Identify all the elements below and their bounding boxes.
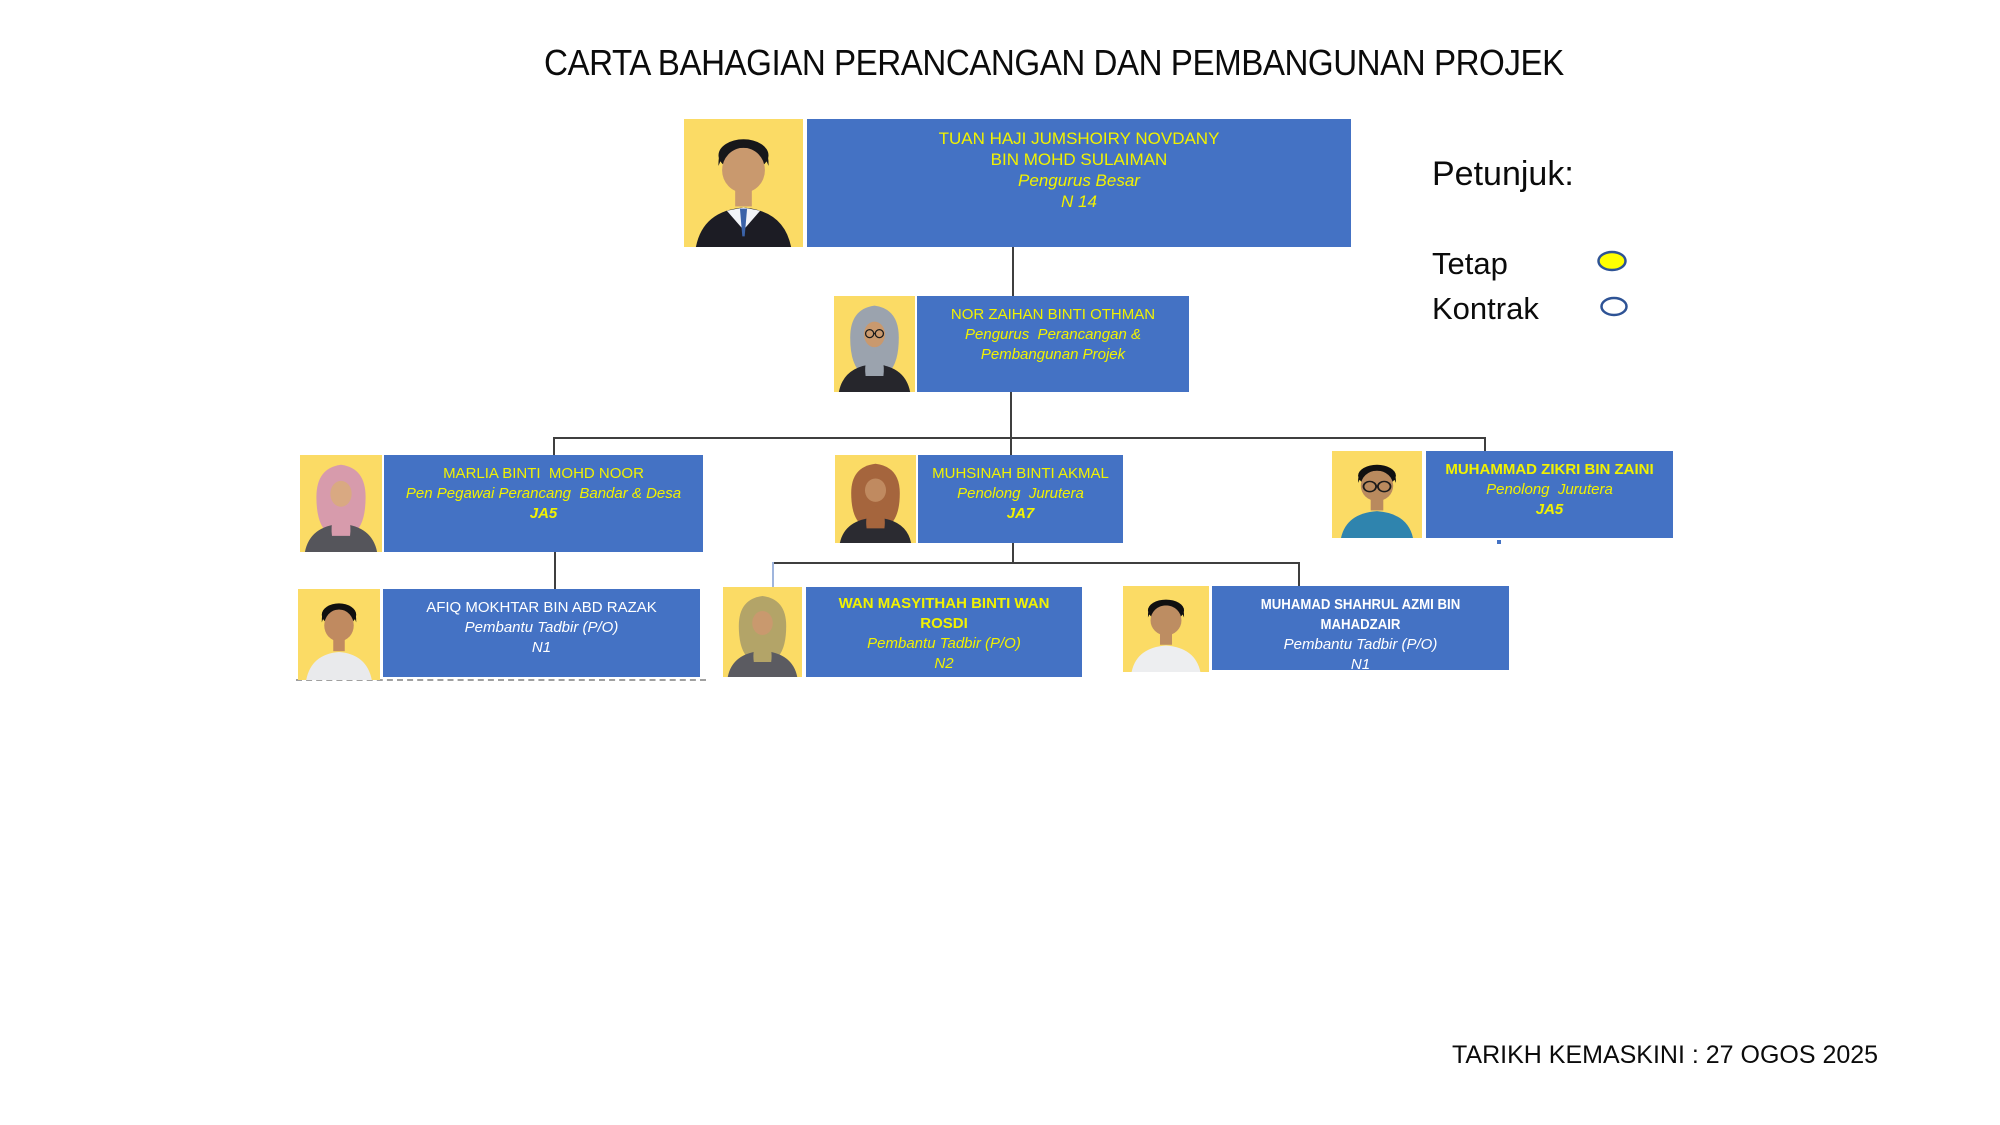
person-role: Pembantu Tadbir (P/O) (867, 635, 1021, 652)
person-role: Penolong Jurutera (957, 485, 1084, 502)
person-role: Pengurus Perancangan & (965, 326, 1141, 343)
node-muhsinah (918, 455, 1123, 543)
person-name: MARLIA BINTI MOHD NOOR (443, 465, 644, 482)
stray-mark (1497, 540, 1501, 544)
person-grade: JA7 (1006, 505, 1035, 522)
last-updated-date: TARIKH KEMASKINI : 27 OGOS 2025 (1452, 1041, 1879, 1069)
page-title: CARTA BAHAGIAN PERANCANGAN DAN PEMBANGUNAN PROJEK (544, 42, 1564, 83)
person-role: Pen Pegawai Perancang Bandar & Desa (405, 485, 682, 502)
node-zikri (1426, 451, 1673, 538)
connector-marlia-afiq (554, 552, 556, 589)
node-shahrul (1212, 586, 1509, 673)
node-afiq (383, 589, 700, 677)
photo-gm (684, 119, 803, 247)
person-role: Pembantu Tadbir (P/O) (1283, 636, 1438, 653)
legend-label-kontrak: Kontrak (1432, 291, 1539, 326)
connector-drop-wan (772, 562, 774, 587)
person-name: WAN MASYITHAH BINTI WAN (838, 595, 1050, 612)
photo-shahrul (1123, 586, 1209, 672)
kontrak-ellipse-icon (1599, 296, 1629, 317)
photo-manager (834, 296, 915, 392)
node-wan (806, 587, 1082, 677)
person-role: Pengurus Besar (1018, 171, 1140, 190)
photo-muhsinah (835, 455, 916, 543)
person-name: ROSDI (920, 615, 968, 632)
photo-zikri (1332, 451, 1422, 538)
node-marlia (384, 455, 703, 552)
person-grade: JA5 (529, 505, 558, 522)
photo-afiq (298, 589, 380, 680)
connector-manager-down (1010, 392, 1012, 455)
person-role: Pembangunan Projek (980, 346, 1126, 363)
person-grade: N1 (1350, 656, 1371, 673)
legend-label-tetap: Tetap (1432, 246, 1508, 281)
photo-marlia (300, 455, 382, 552)
person-role: Penolong Jurutera (1486, 481, 1613, 498)
person-role: Pembantu Tadbir (P/O) (464, 619, 619, 636)
tetap-ellipse-icon (1596, 250, 1628, 272)
connector-drop-shahrul (1298, 562, 1300, 586)
person-name: MUHSINAH BINTI AKMAL (932, 465, 1109, 482)
person-name: BIN MOHD SULAIMAN (990, 150, 1168, 169)
person-name: NOR ZAIHAN BINTI OTHMAN (950, 306, 1156, 323)
node-manager (917, 296, 1189, 392)
photo-wan (723, 587, 802, 677)
person-name: MUHAMAD SHAHRUL AZMI BIN MAHADZAIR (1260, 596, 1464, 633)
person-name: TUAN HAJI JUMSHOIRY NOVDANY (938, 129, 1220, 148)
person-grade: JA5 (1535, 501, 1564, 518)
node-gm (807, 119, 1351, 247)
connector-branch-level4 (772, 562, 1300, 564)
person-grade: N2 (934, 655, 954, 672)
connector-gm-manager (1012, 247, 1014, 296)
person-name: MUHAMMAD ZIKRI BIN ZAINI (1445, 461, 1654, 478)
connector-branch-level3 (553, 437, 1485, 439)
connector-muhsinah-down (1012, 543, 1014, 563)
person-grade: N 14 (1061, 192, 1097, 211)
connector-drop-marlia (553, 437, 555, 455)
person-grade: N1 (531, 639, 552, 656)
person-name: AFIQ MOKHTAR BIN ABD RAZAK (426, 599, 657, 616)
connector-drop-zikri (1484, 437, 1486, 451)
legend-heading: Petunjuk: (1432, 155, 1574, 193)
